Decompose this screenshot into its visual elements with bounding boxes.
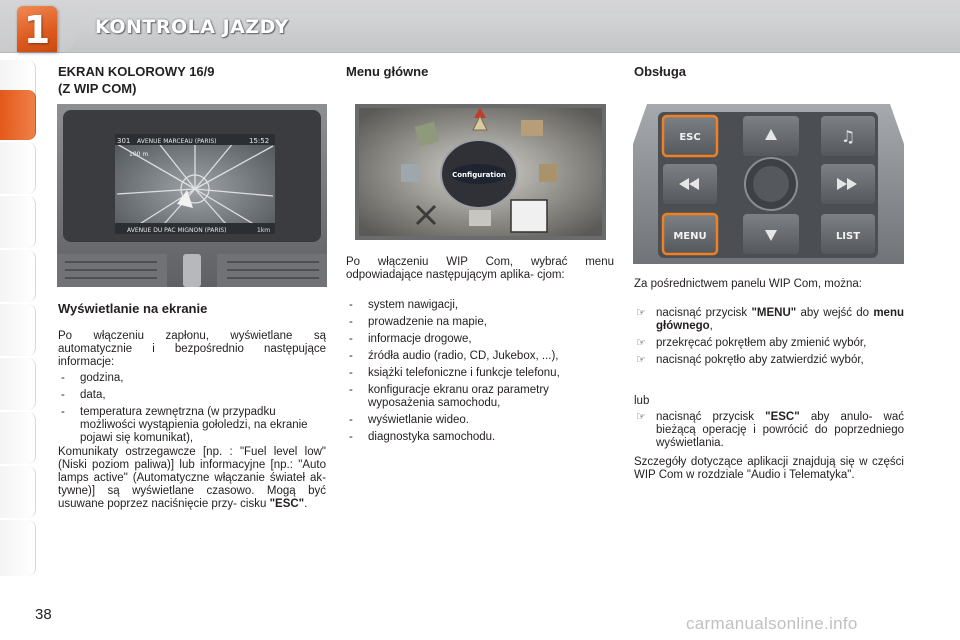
settings-icon bbox=[511, 200, 547, 232]
section-heading-control: Obsługa bbox=[634, 64, 687, 79]
reference-paragraph: Szczegóły dotyczące aplikacji znajdują się w części WIP Com w rozdziale "Audio i Telematyka". bbox=[634, 456, 904, 481]
screen-bottom-street: AVENUE DU PAC MIGNON (PARIS) bbox=[127, 227, 227, 234]
chapter-tab[interactable] bbox=[0, 142, 36, 194]
section-heading-screen: EKRAN KOLOROWY 16/9 (Z WIP COM) bbox=[58, 64, 215, 96]
list-item: - wyświetlanie wideo. bbox=[346, 414, 616, 427]
chapter-tab-active[interactable] bbox=[0, 90, 36, 140]
video-icon bbox=[469, 210, 491, 226]
chapter-tab[interactable] bbox=[0, 520, 36, 576]
list-item: - prowadzenie na mapie, bbox=[346, 316, 616, 329]
menu-list bbox=[346, 299, 616, 448]
chapter-tab[interactable] bbox=[0, 250, 36, 302]
svg-text:ESC: ESC bbox=[679, 132, 701, 143]
list-item: - informacje drogowe, bbox=[346, 333, 616, 346]
list-item: - książki telefoniczne i funkcje telefonu, bbox=[346, 367, 616, 380]
list-item: - temperatura zewnętrzna (w przypadku możliwości wystąpienia gołoledzi, na ekranie pojawi się komunikat), bbox=[58, 406, 326, 445]
music-icon bbox=[521, 120, 543, 136]
chapter-tab[interactable] bbox=[0, 466, 36, 518]
chapter-tab[interactable] bbox=[0, 304, 36, 356]
list-item: - konfiguracje ekranu oraz parametry wyposażenia samochodu, bbox=[346, 384, 616, 410]
chapter-tab[interactable] bbox=[0, 196, 36, 248]
chapter-badge bbox=[17, 6, 57, 52]
section-heading-menu: Menu główne bbox=[346, 64, 429, 79]
list-item: - diagnostyka samochodu. bbox=[346, 431, 616, 444]
music-note-icon: ♫ bbox=[840, 127, 856, 146]
control-intro: Za pośrednictwem panelu WIP Com, można: bbox=[634, 278, 862, 290]
list-item: ☞ nacisnąć przycisk "ESC" aby anulo- wać bieżącą operację i powrócić do poprzedniego wyświetlania. bbox=[634, 411, 904, 450]
info-list bbox=[58, 372, 326, 449]
list-item: ☞ przekręcać pokrętłem aby zmienić wybór, bbox=[634, 337, 904, 350]
chapter-tab[interactable] bbox=[0, 412, 36, 464]
screen-bottom-dist: 1km bbox=[257, 227, 271, 234]
control-steps-esc bbox=[634, 411, 904, 454]
subheading-display: Wyświetlanie na ekranie bbox=[58, 301, 208, 316]
control-steps bbox=[634, 307, 904, 371]
main-menu-image bbox=[355, 104, 606, 240]
warning-paragraph: Komunikaty ostrzegawcze [np. : "Fuel level low" (Niski poziom paliwa)] lub informacyjne [np.: "Auto lamps active" (Automatyczne włączanie świateł ak- tywne)] są wyświetlane czasowo. Mogą być usuwane poprzez naciśnięcie przy- cisku "ESC". bbox=[58, 446, 326, 510]
list-item: - system nawigacji, bbox=[346, 299, 616, 312]
page-title: KONTROLA JAZDY bbox=[95, 16, 289, 38]
list-item: - data, bbox=[58, 389, 326, 402]
route-icon bbox=[401, 164, 419, 182]
svg-text:LIST: LIST bbox=[835, 231, 861, 242]
or-text: lub bbox=[634, 395, 650, 407]
list-item: - źródła audio (radio, CD, Jukebox, ...), bbox=[346, 350, 616, 363]
phone-icon bbox=[539, 164, 557, 182]
page-number: 38 bbox=[35, 606, 52, 623]
menu-intro: Po włączeniu WIP Com, wybrać menu odpowiadające następującym aplika- cjom: bbox=[346, 256, 614, 281]
screen-top-left: 301 bbox=[117, 137, 131, 145]
list-item: ☞ nacisnąć przycisk "MENU" aby wejść do menu głównego, bbox=[634, 307, 904, 333]
list-item: ☞ nacisnąć pokrętło aby zatwierdzić wybór, bbox=[634, 354, 904, 367]
intro-paragraph: Po włączeniu zapłonu, wyświetlane są automatycznie i bezpośrednio następujące informacje: bbox=[58, 330, 326, 368]
svg-text:MENU: MENU bbox=[673, 231, 707, 242]
screen-top-street: AVENUE MARCEAU (PARIS) bbox=[137, 138, 217, 145]
screen-scale: 100 m bbox=[129, 151, 149, 158]
configuration-label: Configuration bbox=[452, 171, 506, 179]
screen-time: 15:52 bbox=[249, 137, 270, 145]
display-photo bbox=[57, 104, 327, 287]
control-panel-image bbox=[633, 104, 904, 264]
list-item: - godzina, bbox=[58, 372, 326, 385]
chapter-number: 1 bbox=[23, 8, 51, 52]
chapter-tab[interactable] bbox=[0, 358, 36, 410]
watermark: carmanualsonline.info bbox=[686, 614, 858, 633]
